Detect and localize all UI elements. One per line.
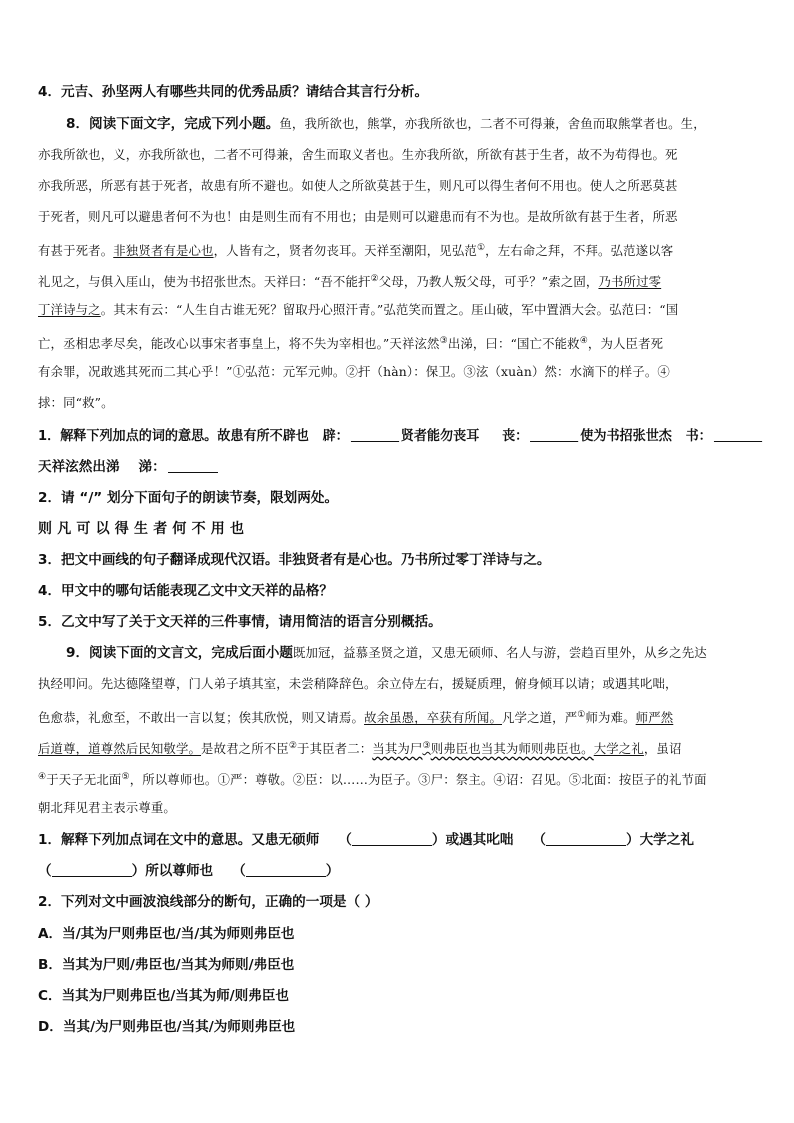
answer-blank[interactable]	[352, 831, 432, 846]
passage-text: ，所以尊师也。	[129, 772, 218, 787]
passage-9-intro: 9．阅读下面的文言文，完成后面小题	[66, 645, 293, 661]
question-8-2: 2．请 “/” 划分下面句子的朗读节奏，限划两处。	[38, 490, 339, 506]
passage-text: 礼见之，与俱入厓山，使为书招张世杰。天祥曰：“吾不能扞	[38, 274, 371, 289]
passage-8-line-4: 于死者，则凡可以避患者何不为也！由是则生而有不用也；由是则可以避患而有不为也。是故所欲有甚于生者，所恶	[38, 209, 678, 224]
answer-blank[interactable]	[530, 427, 578, 442]
question-text: 涕：	[138, 459, 166, 475]
answer-blank[interactable]	[351, 427, 399, 442]
passage-8-intro: 8．阅读下面文字，完成下列小题。	[66, 116, 280, 132]
passage-9-line-6: 朝北拜见君主表示尊重。	[38, 800, 176, 815]
passage-9-line-5	[38, 767, 707, 789]
answer-blank[interactable]	[714, 427, 762, 442]
passage-text: 凡学之道，严	[502, 710, 578, 725]
answer-blank[interactable]	[52, 862, 132, 877]
rhythm-sentence: 则凡可以得生者何不用也	[38, 521, 250, 537]
question-text: 所以尊师也	[145, 863, 214, 879]
underlined-sentence: 非独贤者有是心也	[113, 243, 214, 258]
wavy-underlined-text: 则弗臣也当其为师则弗臣也。	[430, 741, 594, 756]
passage-text: 有余罪，况敢逃其死而二其心乎！”	[38, 364, 233, 379]
paren: （	[532, 832, 546, 848]
footnote-marker: ①	[217, 772, 231, 787]
option-a[interactable]: A．当/其为尸则弗臣也/当/其为师则弗臣也	[38, 926, 295, 942]
option-b[interactable]: B．当其为尸则/弗臣也/当其为师则/弗臣也	[38, 957, 295, 973]
passage-text: 父母，乃教人叛父母，可乎？”索之固，	[378, 274, 599, 289]
passage-text: 色愈恭，礼愈至，不敢出一言以复；俟其欣悦，则又请焉。	[38, 710, 365, 725]
footnote-marker: ②	[288, 741, 298, 751]
passage-text: 于其臣者二：	[297, 741, 373, 756]
passage-text: ，人皆有之，贤者勿丧耳。天祥至潮阳，见弘范	[213, 243, 477, 258]
passage-text: ，左右命之拜，不拜。弘范遂以客	[485, 243, 674, 258]
passage-text: 既加冠，益慕圣贤之道，又患无硕师、名人与游，尝趋百里外，从乡之先达	[292, 645, 707, 660]
passage-8-line-2: 亦我所欲也，义，亦我所欲也，二者不可得兼，舍生而取义者也。生亦我所欲，所欲有甚于生者，故不为苟得也。死	[38, 147, 678, 162]
passage-9-line-3	[38, 705, 673, 727]
passage-8-line-1	[66, 114, 706, 136]
footnote-marker: ③	[463, 364, 476, 379]
underlined-sentence: 师严然	[635, 710, 674, 725]
paren: ）	[431, 832, 446, 848]
question-9-1-cont	[38, 861, 339, 883]
footnote-marker: ⑤	[121, 772, 130, 782]
question-4-previous: 4．元吉、孙坚两人有哪些共同的优秀品质？请结合其言行分析。	[38, 84, 429, 100]
passage-8-line-6	[38, 269, 661, 291]
passage-text: 于天子无北面	[46, 772, 122, 787]
paren: （	[38, 863, 52, 879]
footnote: 诏：召见。	[505, 772, 569, 787]
question-8-3: 3．把文中画线的句子翻译成现代汉语。非独贤者有是心也。乃书所过零丁洋诗与之。	[38, 552, 551, 568]
footnote-marker: ⑤	[568, 772, 582, 787]
question-text: 贤者能勿丧耳	[400, 428, 480, 444]
question-text: 书：	[685, 428, 712, 444]
passage-text: 鱼，我所欲也，熊掌，亦我所欲也，二者不可得兼，舍鱼而取熊掌者也。生，	[279, 116, 706, 131]
footnote-marker: ①	[232, 364, 246, 379]
question-8-5: 5．乙文中写了关于文天祥的三件事情，请用简洁的语言分别概括。	[38, 614, 442, 630]
question-text: 或遇其叱咄	[445, 832, 514, 848]
paren: ）	[131, 863, 146, 879]
answer-blank[interactable]	[246, 862, 326, 877]
answer-blank[interactable]	[168, 458, 218, 473]
passage-text: ，为人臣者死	[587, 336, 664, 351]
footnote-marker: ③	[418, 772, 431, 787]
footnote: 弘范：元军元帅。	[245, 364, 346, 379]
underlined-sentence: 乃书所过零	[598, 274, 662, 289]
passage-8-line-10: 捄：同“救”。	[38, 395, 114, 410]
passage-8-line-8	[38, 331, 663, 353]
question-text: 使为书招张世杰	[580, 428, 672, 444]
question-text: 大学之礼	[639, 832, 694, 848]
question-8-4: 4．甲文中的哪句话能表现乙文中文天祥的品格？	[38, 583, 333, 599]
footnote-marker: ④	[657, 364, 670, 379]
paren: （	[338, 832, 352, 848]
footnote-marker: ②	[370, 274, 379, 284]
question-text: 辟：	[322, 428, 349, 444]
question-9-1	[38, 830, 694, 852]
passage-8-line-3: 亦我所恶，所恶有甚于死者，故患有所不避也。如使人之所欲莫甚于生，则凡可以得生者何不用也。使人之所恶莫甚	[38, 178, 678, 193]
passage-9-line-2: 执经叩问。先达德隆望尊，门人弟子填其室，未尝稍降辞色。余立侍左右，援疑质理，俯身倾耳以请；或遇其叱咄，	[38, 676, 678, 691]
footnote-marker: ③	[422, 741, 431, 751]
question-8-1-cont	[38, 457, 220, 479]
passage-text: 师为难。	[585, 710, 636, 725]
footnote: 泫（xuàn）然：水滴下的样子。	[475, 364, 658, 379]
underlined-sentence: 后道尊，道尊然后民知敬学。	[38, 741, 202, 756]
passage-text: 出涕，曰：“国亡不能救	[447, 336, 580, 351]
footnote: 扞（hàn）：保卫。	[358, 364, 464, 379]
question-text: 1．解释下列加点词在文中的意思。又患无硕师	[38, 832, 320, 848]
footnote-marker: ④	[579, 336, 588, 346]
passage-text: 是故君之所不臣	[201, 741, 289, 756]
question-text: 1．解释下列加点的词的意思。故患有所不辟也	[38, 428, 309, 444]
passage-text: 。其末有云：“人生自古谁无死？留取丹心照汗青。”弘范笑而置之。厓山破，军中置酒大会。弘范曰：“国	[100, 302, 679, 317]
passage-8-line-7	[38, 300, 678, 322]
footnote: 尸：祭主。	[430, 772, 494, 787]
question-9-2: 2．下列对文中画波浪线部分的断句，正确的一项是（ ）	[38, 894, 379, 910]
answer-blank[interactable]	[546, 831, 626, 846]
passage-8-line-5	[38, 238, 673, 260]
footnote-marker: ②	[345, 364, 359, 379]
question-text: 天祥泫然出涕	[38, 459, 120, 475]
underlined-sentence: 丁洋诗与之	[38, 302, 101, 317]
passage-text: 有甚于死者。	[38, 243, 114, 258]
passage-9-line-1	[66, 643, 707, 665]
footnote-marker: ②	[292, 772, 306, 787]
footnote: 严：尊敬。	[230, 772, 293, 787]
option-c[interactable]: C．当其为尸则弗臣也/当其为师/则弗臣也	[38, 988, 289, 1004]
footnote-marker: ④	[493, 772, 506, 787]
footnote: 臣：以……为臣子。	[305, 772, 419, 787]
paren: （	[232, 863, 246, 879]
passage-text: ，虽诏	[643, 741, 682, 756]
underlined-sentence: 大学之礼	[593, 741, 644, 756]
footnote-marker: ③	[439, 336, 448, 346]
question-text: 丧：	[502, 428, 529, 444]
option-d[interactable]: D．当其/为尸则弗臣也/当其/为师则弗臣也	[38, 1019, 296, 1035]
footnote: 北面：按臣子的礼节面	[581, 772, 707, 787]
question-8-1	[38, 426, 764, 448]
passage-text: 亡，丞相忠孝尽矣，能改心以事宋者事皇上，将不失为宰相也。”天祥泫然	[38, 336, 440, 351]
passage-8-line-9	[38, 362, 670, 384]
wavy-underlined-text: 当其为尸	[372, 741, 423, 756]
underlined-sentence: 故余虽愚，卒获有所闻。	[364, 710, 503, 725]
paren: ）	[625, 832, 640, 848]
passage-9-line-4	[38, 736, 682, 758]
footnote-marker: ①	[577, 710, 586, 720]
paren: ）	[325, 863, 340, 879]
footnote-marker: ①	[476, 243, 486, 253]
footnote-marker: ④	[38, 772, 47, 782]
